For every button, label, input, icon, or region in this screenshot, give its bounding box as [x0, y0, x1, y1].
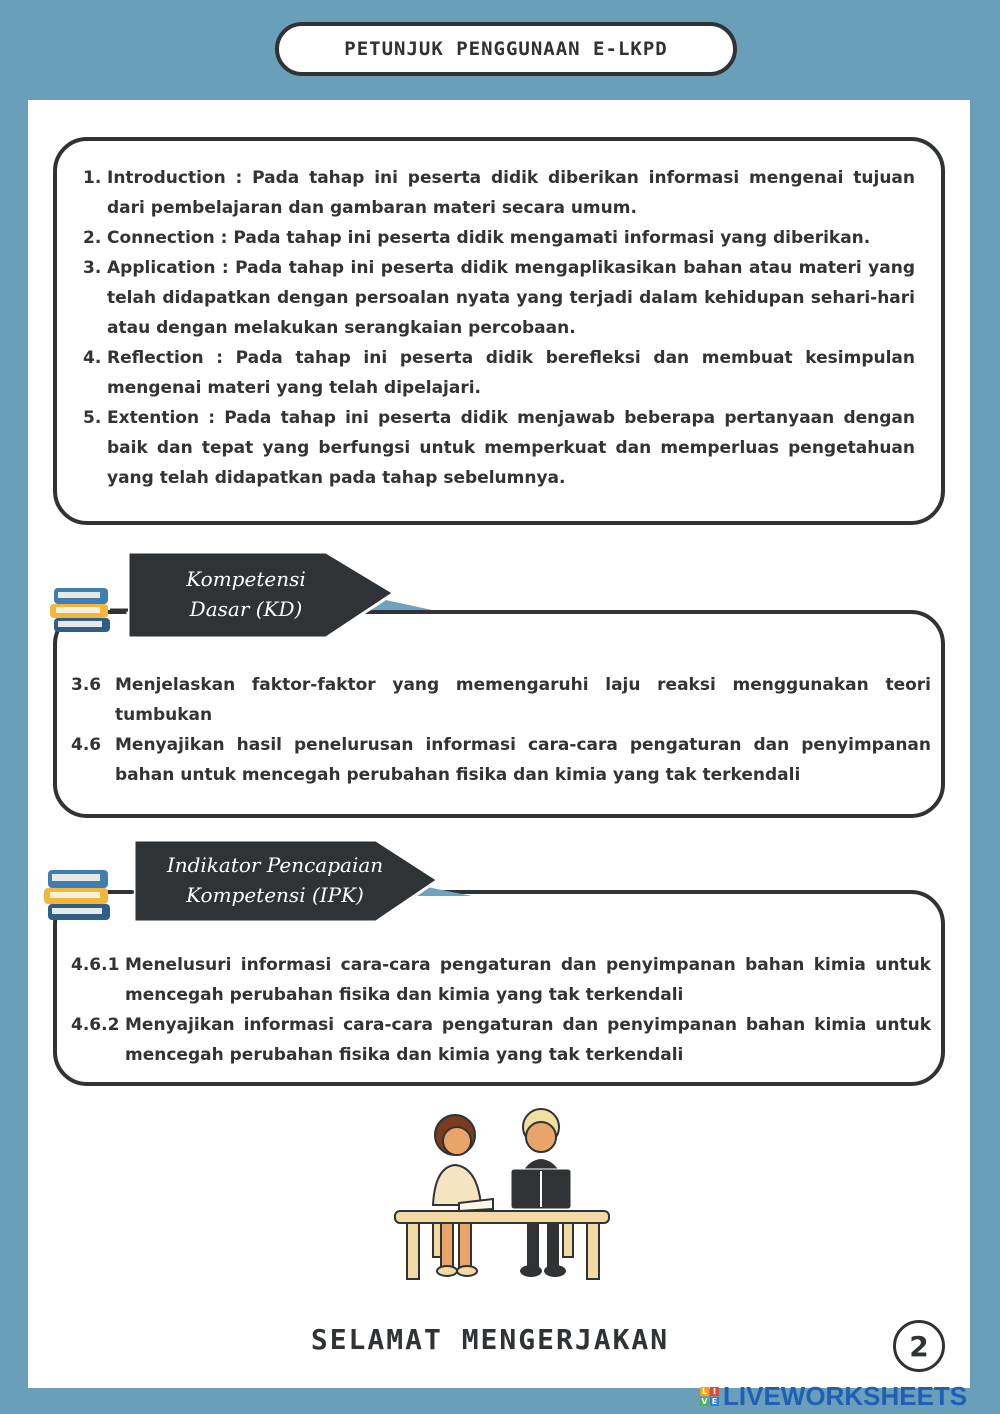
list-item: [83, 343, 915, 403]
kd-code: 4.6: [71, 735, 102, 755]
steps-list: [83, 163, 915, 493]
ipk-text: Menyajikan informasi cara-cara pengaturan dan penyimpanan bahan kimia untuk mencegah perubahan fisika dan kimia yang tak terkendali: [125, 1015, 931, 1065]
kd-banner-line1: Kompetensi: [186, 567, 306, 591]
list-item: [83, 223, 915, 253]
step-text: Reflection : Pada tahap ini peserta didik berefleksi dan membuat kesimpulan mengenai materi yang telah dipelajari.: [107, 348, 915, 398]
ipk-banner-line2: Kompetensi (IPK): [186, 883, 364, 907]
list-item: [83, 163, 915, 223]
kids-reading-illustration: [393, 1105, 613, 1285]
step-number: 3.: [83, 258, 102, 278]
ipk-banner: [132, 836, 477, 928]
ipk-banner-line1: Indikator Pencapaian: [166, 853, 384, 877]
step-text: Application : Pada tahap ini peserta didik mengaplikasikan bahan atau materi yang telah didapatkan dengan persoalan nyata yang terjadi dalam kehidupan sehari-hari atau dengan melakukan serangkaian percobaan.: [107, 258, 915, 338]
page-number: 2: [893, 1320, 945, 1372]
list-item: [71, 1010, 931, 1070]
books-icon: [48, 580, 128, 636]
page-title: PETUNJUK PENGGUNAAN E-LKPD: [275, 22, 737, 76]
list-item: [71, 950, 931, 1010]
step-number: 2.: [83, 228, 102, 248]
kd-banner-line2: Dasar (KD): [189, 597, 303, 621]
ipk-text: Menelusuri informasi cara-cara pengaturan dan penyimpanan bahan kimia untuk mencegah perubahan fisika dan kimia yang tak terkendali: [125, 955, 931, 1005]
step-text: Introduction : Pada tahap ini peserta didik diberikan informasi mengenai tujuan dari pembelajaran dan gambaran materi secara umum.: [107, 168, 915, 218]
list-item: [83, 403, 915, 493]
list-item: [83, 253, 915, 343]
liveworksheets-logo-icon: L I V E: [701, 1386, 718, 1406]
books-icon: [42, 864, 134, 924]
step-number: 1.: [83, 168, 102, 188]
step-text: Connection : Pada tahap ini peserta didik mengamati informasi yang diberikan.: [107, 228, 871, 248]
list-item: [71, 670, 931, 730]
kd-code: 3.6: [71, 675, 102, 695]
ipk-code: 4.6.1: [71, 955, 120, 975]
step-number: 4.: [83, 348, 102, 368]
watermark: [700, 1381, 967, 1411]
list-item: [71, 730, 931, 790]
step-text: Extention : Pada tahap ini peserta didik menjawab beberapa pertanyaan dengan baik dan tepat yang berfungsi untuk memperkuat dan memperluas pengetahuan yang telah didapatkan pada tahap sebelumnya.: [107, 408, 915, 488]
kd-banner: [126, 548, 436, 644]
instructions-box: [53, 137, 945, 525]
ipk-code: 4.6.2: [71, 1015, 120, 1035]
step-number: 5.: [83, 408, 102, 428]
closing-text: SELAMAT MENGERJAKAN: [310, 1323, 670, 1356]
watermark-text: LIVEWORKSHEETS: [723, 1380, 968, 1411]
kd-text: Menyajikan hasil penelurusan informasi cara-cara pengaturan dan penyimpanan bahan untuk mencegah perubahan fisika dan kimia yang tak terkendali: [115, 735, 931, 785]
kd-text: Menjelaskan faktor-faktor yang memengaruhi laju reaksi menggunakan teori tumbukan: [115, 675, 931, 725]
